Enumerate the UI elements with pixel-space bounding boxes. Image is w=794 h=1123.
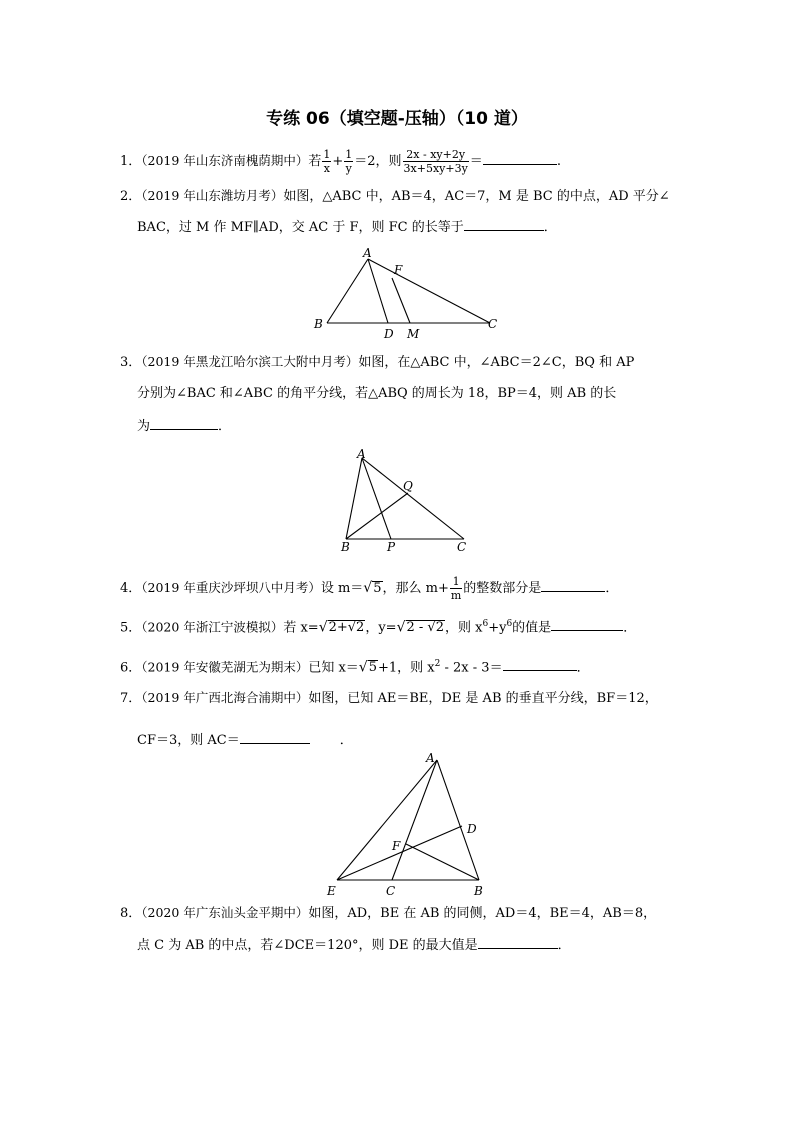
label-f: F [392, 839, 401, 853]
label-b: B [474, 884, 483, 898]
question-1: 1．（2019 年山东济南槐荫期中）若 $\frac{1}{x}$ + $\frac{1}{y}$ ＝2，则 $\frac{2x - xy+2y}{3x+5xy+3y}$ ＝ . [120, 148, 561, 175]
question-3-line-3: 为 ． [137, 415, 231, 437]
question-8-line-2: 点 C 为 AB 的中点，若∠DCE＝120°，则 DE 的最大值是 ． [137, 934, 571, 956]
fraction: $\frac{2x - xy+2y}{3x+5xy+3y}$ [403, 148, 468, 175]
q7-triangle-figure [322, 748, 497, 898]
label-c: C [488, 317, 498, 331]
fraction: $\frac{1}{y}$ [345, 148, 353, 175]
segment-ac [392, 760, 437, 880]
question-number: 3． [120, 355, 142, 370]
segment-ac [362, 458, 464, 539]
question-3-line-2: 分别为∠BAC 和∠ABC 的角平分线，若△ABQ 的周长为 18，BP＝4，则 AB 的长 [137, 386, 617, 401]
question-number: 5． [120, 620, 142, 636]
question-8-line-1: 8．（2020 年广东汕头金平期中）如图，AD，BE 在 AB 的同侧，AD＝4，BE＝4，AB＝8， [120, 905, 657, 921]
answer-blank[interactable] [541, 577, 605, 592]
label-e: E [327, 884, 336, 898]
label-f: F [394, 263, 403, 277]
answer-blank[interactable] [240, 729, 310, 744]
question-source: （2019 年山东潍坊月考） [141, 188, 284, 203]
question-number: 4． [120, 581, 142, 596]
question-7-line-2: CF＝3，则 AC＝ ． [137, 729, 353, 751]
label-a: A [426, 751, 435, 765]
label-b: B [341, 540, 350, 554]
question-3-line-1: 3．（2019 年黑龙江哈尔滨工大附中月考）如图，在△ABC 中，∠ABC＝2∠C，BQ 和 AP [120, 354, 635, 370]
q2-triangle-figure [310, 246, 510, 341]
question-source: （2019 年山东济南槐荫期中） [141, 153, 309, 168]
answer-blank[interactable] [478, 934, 558, 949]
question-4: 4．（2019 年重庆沙坪坝八中月考）设 m＝√5，那么 m+ $\frac{1}{m}$ 的整数部分是 ． [120, 575, 619, 602]
label-a: A [357, 447, 366, 461]
segment-ae [337, 760, 437, 880]
label-d: D [384, 327, 394, 341]
segment-ad [368, 259, 388, 323]
answer-blank[interactable] [503, 656, 577, 671]
question-source: （2020 年广东汕头金平期中） [141, 905, 309, 920]
page-title: 专练 06（填空题-压轴）（10 道） [266, 109, 528, 129]
question-source: （2019 年安徽芜湖无为期末） [141, 659, 309, 675]
segment-mf [392, 278, 410, 323]
question-source: （2019 年广西北海合浦期中） [141, 690, 309, 705]
question-2-line-2: BAC，过 M 作 MF∥AD，交 AC 于 F，则 FC 的长等于 ． [137, 216, 557, 238]
label-b: B [314, 317, 323, 331]
label-c: C [457, 540, 467, 554]
question-number: 1． [120, 154, 142, 169]
question-number: 7． [120, 691, 142, 706]
segment-ab [327, 259, 368, 323]
question-6: 6．（2019 年安徽芜湖无为期末）已知 x＝√5+1，则 $x^2 - 2x - 3=$ ． [120, 654, 590, 678]
segment-ac [368, 259, 490, 323]
question-source: （2020 年浙江宁波模拟） [141, 619, 284, 635]
label-d: D [467, 822, 477, 836]
label-c: C [386, 884, 396, 898]
label-q: Q [403, 479, 413, 493]
answer-blank[interactable] [551, 616, 623, 631]
segment-ed [337, 826, 462, 880]
answer-blank[interactable] [483, 150, 557, 165]
question-number: 6． [120, 660, 142, 676]
q3-triangle-figure [336, 446, 476, 556]
fraction: $\frac{1}{x}$ [323, 148, 331, 175]
label-m: M [407, 327, 420, 341]
question-2-line-1: 2．（2019 年山东潍坊月考）如图，△ABC 中，AB＝4，AC＝7，M 是 BC 的中点，AD 平分∠ [120, 188, 670, 204]
fraction: $\frac{1}{m}$ [450, 575, 462, 602]
answer-blank[interactable] [464, 216, 544, 231]
question-source: （2019 年重庆沙坪坝八中月考） [141, 580, 321, 595]
label-a: A [363, 246, 372, 260]
segment-ab [346, 458, 362, 539]
question-number: 8． [120, 906, 142, 921]
label-p: P [387, 540, 396, 554]
question-7-line-1: 7．（2019 年广西北海合浦期中）如图，已知 AE＝BE，DE 是 AB 的垂直平分线，BF＝12， [120, 690, 658, 706]
question-source: （2019 年黑龙江哈尔滨工大附中月考） [141, 354, 359, 369]
question-5: 5．（2020 年浙江宁波模拟）若 x=√2+√2，y=√2 - √2，则 $x^6+y^6$的值是 ． [120, 614, 636, 638]
answer-blank[interactable] [150, 415, 218, 430]
question-number: 2． [120, 189, 142, 204]
